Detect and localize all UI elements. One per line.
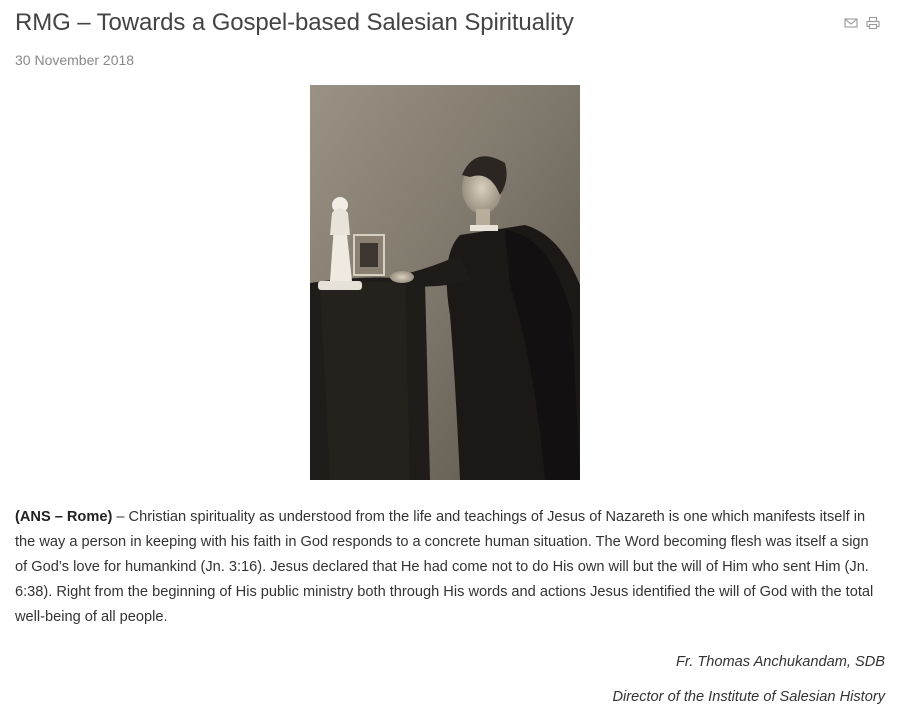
signature-role: Director of the Institute of Salesian History — [612, 689, 885, 705]
article-date: 30 November 2018 — [15, 52, 135, 68]
article-actions — [844, 16, 880, 30]
printer-icon[interactable] — [866, 16, 880, 30]
envelope-icon[interactable] — [844, 16, 858, 30]
article-body-text: – Christian spirituality as understood from the life and teachings of Jesus of Nazareth is one which manifests itself in the way a person in keeping with his faith in God responds to a concrete human situation. The Word becoming flesh was itself a sign of God’s love for humankind (Jn. 3:16). Jesus declared that He had come not to do His own will but the will of Him who sent Him (Jn. 6:38). Right from the beginning of His public ministry both through His words and actions Jesus identified the will of God with the total well-being of all people. — [15, 509, 874, 625]
article-title: RMG – Towards a Gospel-based Salesian Spirituality — [15, 9, 574, 36]
article-body — [15, 505, 880, 630]
article-photo — [310, 85, 580, 480]
signature-name: Fr. Thomas Anchukandam, SDB — [676, 654, 885, 670]
article-source: (ANS – Rome) — [15, 509, 113, 525]
